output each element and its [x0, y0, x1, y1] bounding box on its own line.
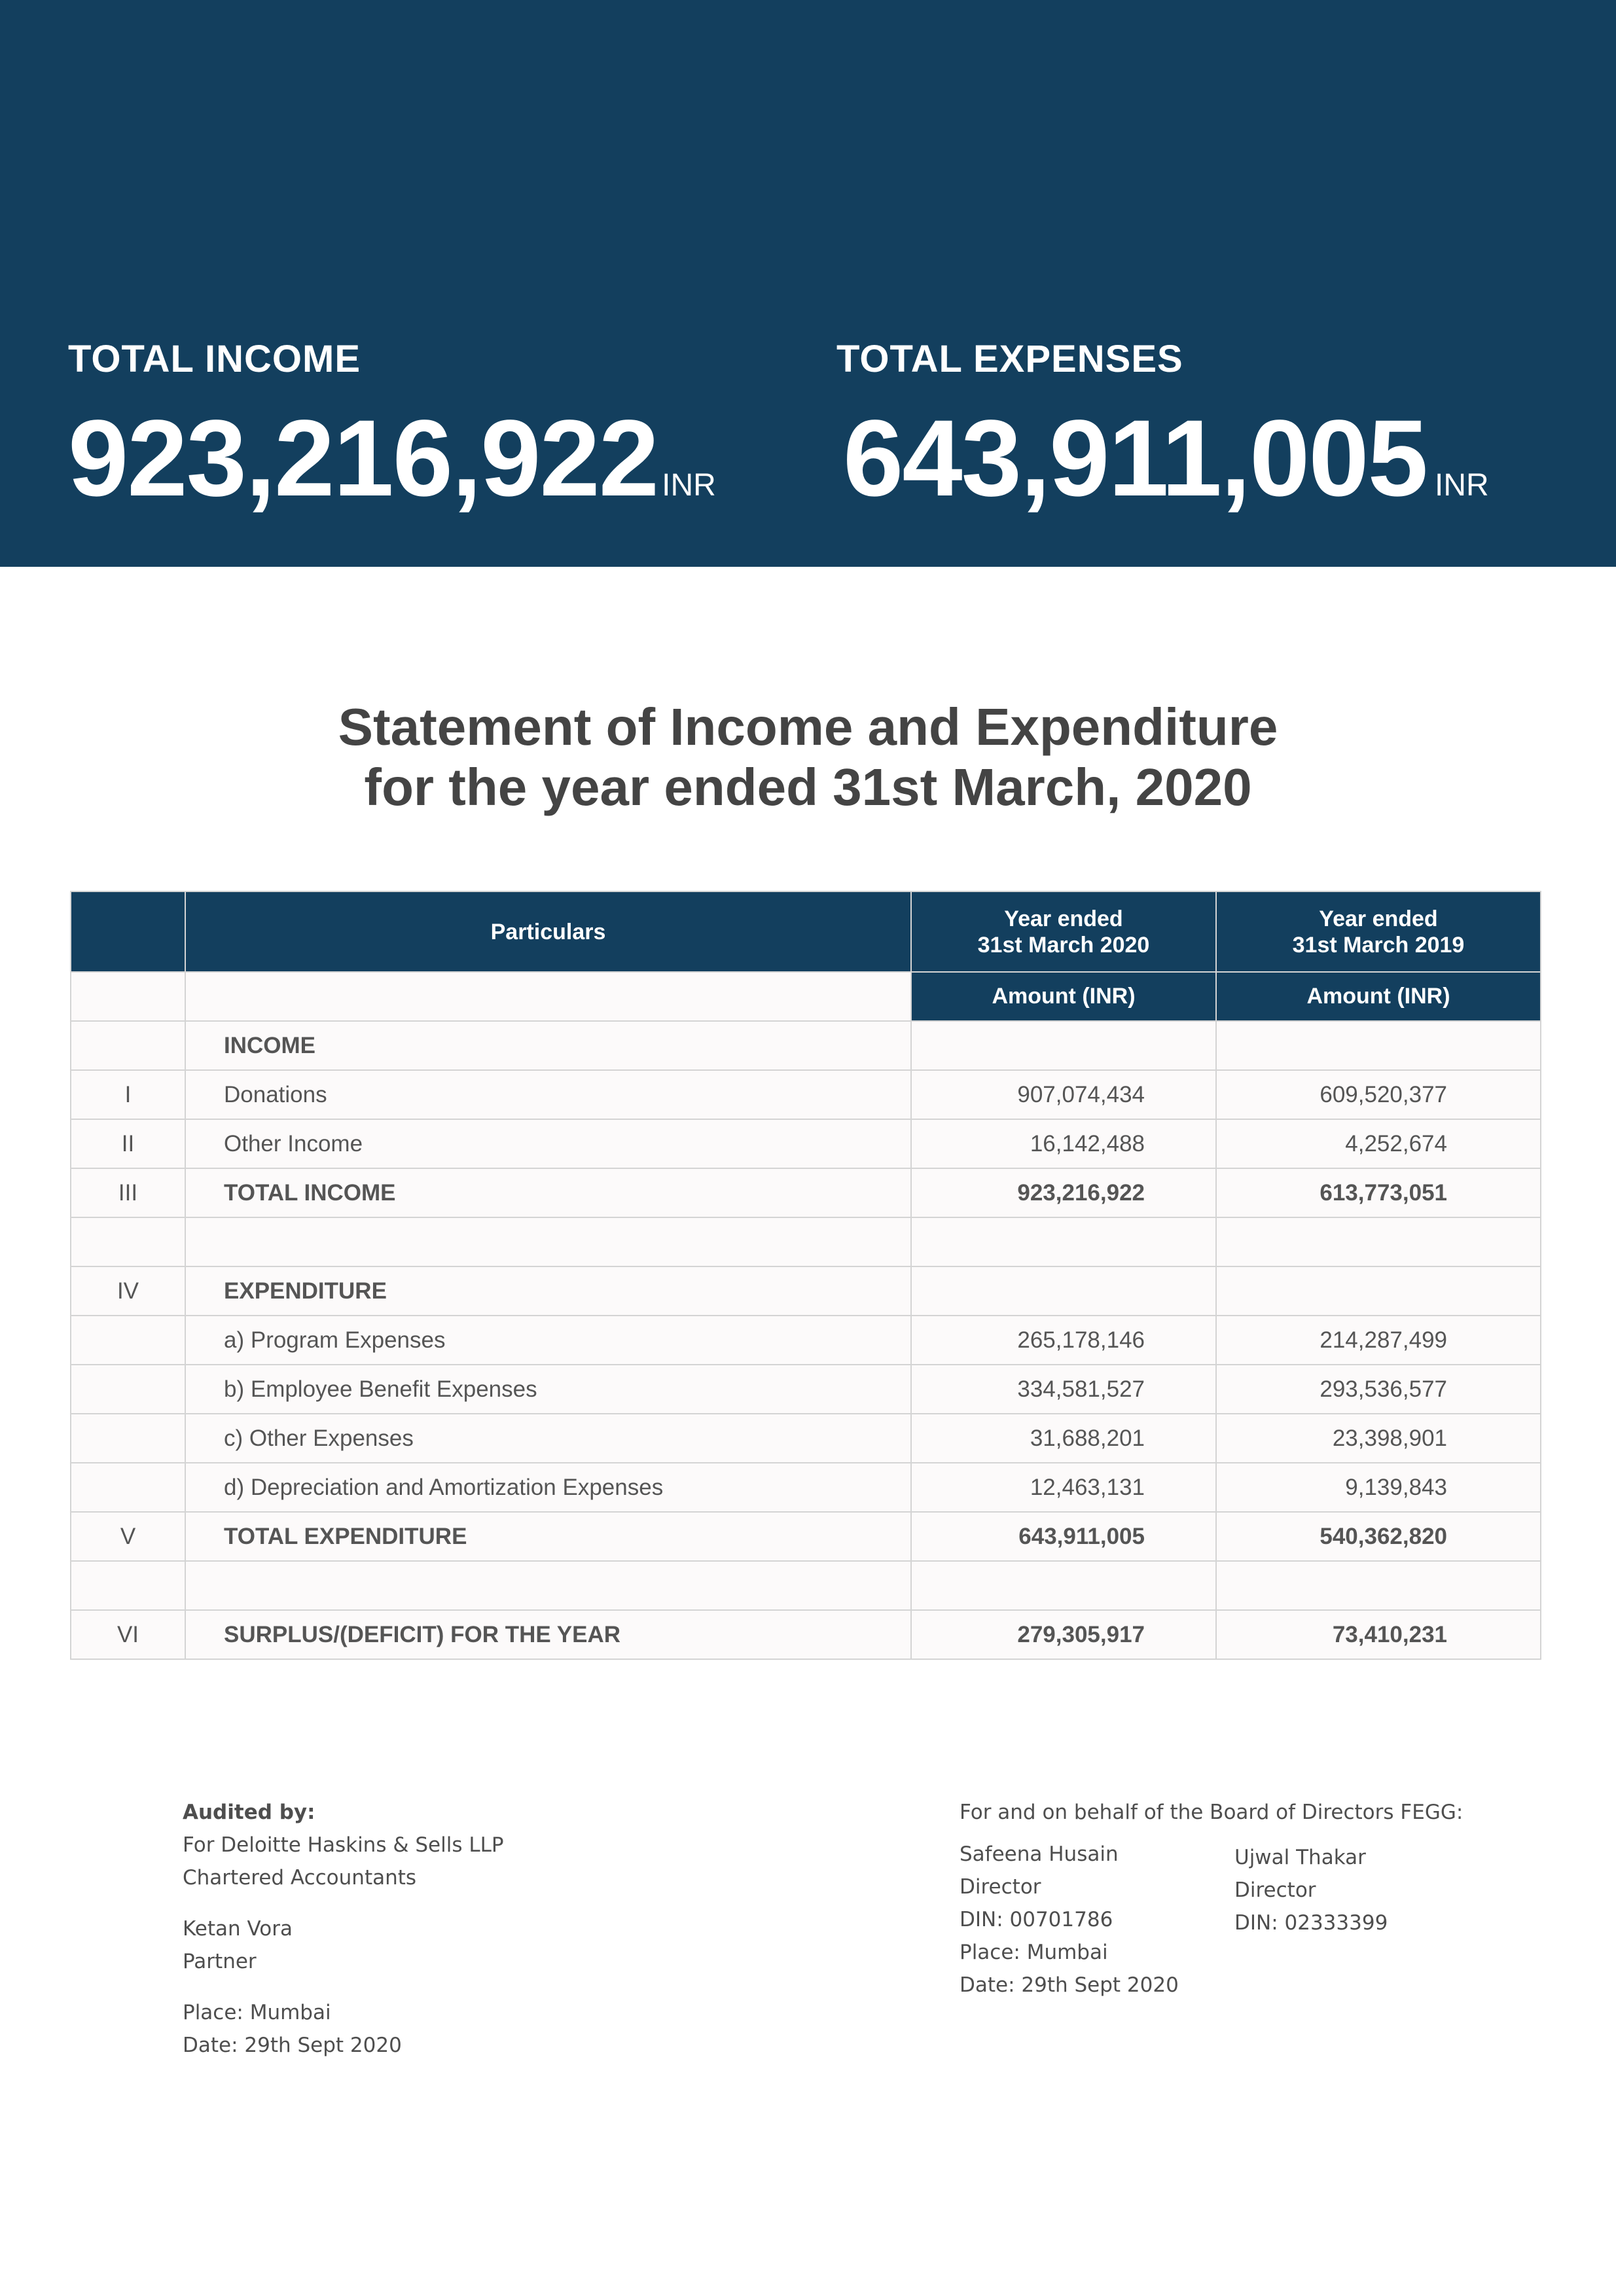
row-number: [71, 1414, 185, 1463]
row-number: [71, 1463, 185, 1512]
auditor-block: [183, 1796, 504, 2062]
table-row: [71, 1414, 1541, 1463]
header-year-2020: [911, 891, 1216, 972]
row-value-2019: 214,287,499: [1216, 1316, 1541, 1365]
row-label: b) Employee Benefit Expenses: [185, 1365, 911, 1414]
row-label: INCOME: [185, 1021, 911, 1070]
row-label: c) Other Expenses: [185, 1414, 911, 1463]
row-value-2020: [911, 1217, 1216, 1266]
amount-header-2019: Amount (INR): [1216, 972, 1541, 1021]
total-expenses-value: 643,911,005: [843, 398, 1427, 519]
header-number-cell: [71, 891, 185, 972]
row-value-2019: 73,410,231: [1216, 1610, 1541, 1659]
table-header-row: [71, 891, 1541, 972]
table-row: [71, 1217, 1541, 1266]
row-label: [185, 1561, 911, 1610]
director1-name: Safeena Husain: [960, 1842, 1119, 1866]
row-number: V: [71, 1512, 185, 1561]
table-row: [71, 1463, 1541, 1512]
row-value-2019: 609,520,377: [1216, 1070, 1541, 1119]
row-value-2019: [1216, 1021, 1541, 1070]
row-number: [71, 1316, 185, 1365]
auditor-firm-type: Chartered Accountants: [183, 1866, 417, 1890]
total-expenses-label: TOTAL EXPENSES: [836, 338, 1183, 380]
board-heading: For and on behalf of the Board of Directors FEGG:: [960, 1801, 1463, 1824]
table-row: [71, 1610, 1541, 1659]
row-value-2019: [1216, 1561, 1541, 1610]
director2-name: Ujwal Thakar: [1234, 1846, 1366, 1869]
table-row: [71, 1266, 1541, 1316]
amount-header-blank-label: [185, 972, 911, 1021]
auditor-date: Date: 29th Sept 2020: [183, 2034, 402, 2057]
row-number: I: [71, 1070, 185, 1119]
header-year-2020-line1: Year ended: [1004, 906, 1123, 931]
row-value-2020: 279,305,917: [911, 1610, 1216, 1659]
row-number: III: [71, 1168, 185, 1217]
table-row: [71, 1316, 1541, 1365]
row-label: [185, 1217, 911, 1266]
row-label: Donations: [185, 1070, 911, 1119]
table-row: [71, 1119, 1541, 1168]
row-label: SURPLUS/(DEFICIT) FOR THE YEAR: [185, 1610, 911, 1659]
director1-place: Place: Mumbai: [960, 1941, 1108, 1964]
row-number: [71, 1561, 185, 1610]
table-row: [71, 1070, 1541, 1119]
statement-title: [0, 697, 1616, 817]
auditor-role: Partner: [183, 1950, 257, 1973]
row-number: II: [71, 1119, 185, 1168]
auditor-heading: Audited by:: [183, 1801, 315, 1824]
row-number: IV: [71, 1266, 185, 1316]
row-value-2019: [1216, 1217, 1541, 1266]
director2-role: Director: [1234, 1878, 1316, 1902]
row-value-2020: 643,911,005: [911, 1512, 1216, 1561]
row-number: VI: [71, 1610, 185, 1659]
total-income-label: TOTAL INCOME: [68, 338, 361, 380]
amount-header-row: [71, 972, 1541, 1021]
total-income-value: 923,216,922: [68, 398, 658, 519]
director1-role: Director: [960, 1875, 1041, 1899]
row-value-2019: 293,536,577: [1216, 1365, 1541, 1414]
row-value-2020: 16,142,488: [911, 1119, 1216, 1168]
row-value-2020: 907,074,434: [911, 1070, 1216, 1119]
amount-header-blank-num: [71, 972, 185, 1021]
statement-title-line2: for the year ended 31st March, 2020: [364, 758, 1252, 816]
header-particulars: Particulars: [185, 891, 911, 972]
amount-header-2020: Amount (INR): [911, 972, 1216, 1021]
total-income-stat: [68, 338, 716, 519]
row-value-2020: 12,463,131: [911, 1463, 1216, 1512]
row-value-2019: 23,398,901: [1216, 1414, 1541, 1463]
row-value-2019: 9,139,843: [1216, 1463, 1541, 1512]
row-number: [71, 1217, 185, 1266]
director1-date: Date: 29th Sept 2020: [960, 1973, 1179, 1997]
row-value-2019: 4,252,674: [1216, 1119, 1541, 1168]
row-value-2019: 540,362,820: [1216, 1512, 1541, 1561]
row-label: EXPENDITURE: [185, 1266, 911, 1316]
row-value-2020: 31,688,201: [911, 1414, 1216, 1463]
table-row: [71, 1512, 1541, 1561]
director2-block: [1234, 1841, 1388, 1939]
income-expenditure-table: [70, 891, 1541, 1660]
row-label: d) Depreciation and Amortization Expenses: [185, 1463, 911, 1512]
row-label: a) Program Expenses: [185, 1316, 911, 1365]
director1-din: DIN: 00701786: [960, 1908, 1113, 1931]
total-income-unit: INR: [662, 468, 716, 503]
row-value-2020: 265,178,146: [911, 1316, 1216, 1365]
row-number: [71, 1021, 185, 1070]
row-value-2019: [1216, 1266, 1541, 1316]
header-year-2020-line2: 31st March 2020: [977, 932, 1150, 958]
row-value-2019: 613,773,051: [1216, 1168, 1541, 1217]
table-row: [71, 1168, 1541, 1217]
header-year-2019-line2: 31st March 2019: [1292, 932, 1465, 958]
row-label: TOTAL EXPENDITURE: [185, 1512, 911, 1561]
row-number: [71, 1365, 185, 1414]
summary-banner: [0, 0, 1616, 567]
row-value-2020: [911, 1266, 1216, 1316]
auditor-place: Place: Mumbai: [183, 2001, 331, 2024]
row-value-2020: 923,216,922: [911, 1168, 1216, 1217]
header-year-2019-line1: Year ended: [1319, 906, 1438, 931]
row-value-2020: [911, 1561, 1216, 1610]
row-value-2020: 334,581,527: [911, 1365, 1216, 1414]
row-label: TOTAL INCOME: [185, 1168, 911, 1217]
header-year-2019: [1216, 891, 1541, 972]
table-row: [71, 1561, 1541, 1610]
statement-title-line1: Statement of Income and Expenditure: [338, 698, 1278, 756]
table-row: [71, 1365, 1541, 1414]
row-label: Other Income: [185, 1119, 911, 1168]
total-expenses-stat: [836, 338, 1489, 519]
director1-block: [960, 1838, 1179, 2001]
auditor-name: Ketan Vora: [183, 1917, 293, 1941]
director2-din: DIN: 02333399: [1234, 1911, 1388, 1935]
table-row: [71, 1021, 1541, 1070]
auditor-firm: For Deloitte Haskins & Sells LLP: [183, 1833, 504, 1857]
row-value-2020: [911, 1021, 1216, 1070]
total-expenses-unit: INR: [1434, 468, 1489, 503]
